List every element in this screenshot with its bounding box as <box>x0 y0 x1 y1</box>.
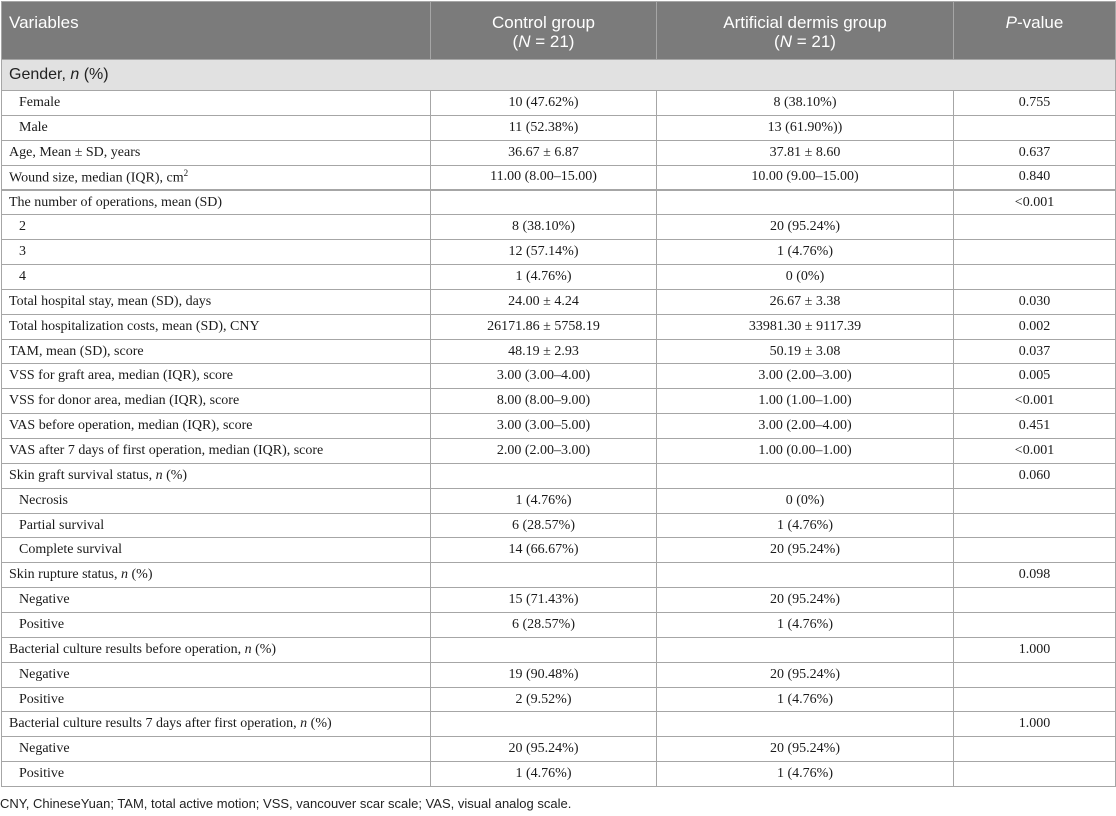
header-artificial-dermis-group: Artificial dermis group (N = 21) <box>657 2 954 60</box>
row-label: VAS before operation, median (IQR), score <box>2 414 431 439</box>
table-row <box>2 165 1116 190</box>
control-value-cell: 8 (38.10%) <box>431 215 657 240</box>
control-value-cell: 10 (47.62%) <box>431 91 657 116</box>
row-label: Positive <box>2 613 431 638</box>
table-row <box>2 389 1116 414</box>
control-value-cell: 14 (66.67%) <box>431 538 657 563</box>
dermis-value-cell: 26.67 ± 3.38 <box>657 289 954 314</box>
row-label: Necrosis <box>2 488 431 513</box>
dermis-value-cell <box>657 190 954 215</box>
control-value-cell: 19 (90.48%) <box>431 662 657 687</box>
table-row <box>2 637 1116 662</box>
p-value-cell: 0.002 <box>954 314 1116 339</box>
dermis-value-cell: 20 (95.24%) <box>657 662 954 687</box>
row-label: Wound size, median (IQR), $cm^2$ <box>2 165 431 190</box>
p-value-cell <box>954 737 1116 762</box>
dermis-value-cell: 20 (95.24%) <box>657 538 954 563</box>
table-row <box>2 265 1116 290</box>
dermis-value-cell: 1 (4.76%) <box>657 613 954 638</box>
dermis-value-cell: 1.00 (1.00–1.00) <box>657 389 954 414</box>
dermis-value-cell: 1 (4.76%) <box>657 240 954 265</box>
control-value-cell: 3.00 (3.00–5.00) <box>431 414 657 439</box>
row-label: Positive <box>2 762 431 787</box>
dermis-value-cell: 1.00 (0.00–1.00) <box>657 439 954 464</box>
table-header <box>2 2 1116 60</box>
table-row <box>2 364 1116 389</box>
control-value-cell: 11.00 (8.00–15.00) <box>431 165 657 190</box>
p-value-cell <box>954 215 1116 240</box>
table-container <box>1 1 1115 787</box>
table-row <box>2 588 1116 613</box>
dermis-value-cell: 0 (0%) <box>657 265 954 290</box>
row-label: Negative <box>2 662 431 687</box>
table-row <box>2 115 1116 140</box>
dermis-value-cell: 50.19 ± 3.08 <box>657 339 954 364</box>
table-row <box>2 662 1116 687</box>
table-row <box>2 414 1116 439</box>
dermis-value-cell: 8 (38.10%) <box>657 91 954 116</box>
p-value-cell: 0.005 <box>954 364 1116 389</box>
p-value-cell: 1.000 <box>954 712 1116 737</box>
row-label: 2 <box>2 215 431 240</box>
table-row <box>2 339 1116 364</box>
table-row <box>2 712 1116 737</box>
table-row <box>2 190 1116 215</box>
row-label: 4 <box>2 265 431 290</box>
p-value-cell: <0.001 <box>954 389 1116 414</box>
row-label: Female <box>2 91 431 116</box>
p-value-cell: 0.840 <box>954 165 1116 190</box>
control-value-cell: 6 (28.57%) <box>431 513 657 538</box>
row-label: Skin rupture status, n (%) <box>2 563 431 588</box>
row-label: Negative <box>2 737 431 762</box>
row-label: Total hospital stay, mean (SD), days <box>2 289 431 314</box>
table-row <box>2 240 1116 265</box>
dermis-value-cell: 10.00 (9.00–15.00) <box>657 165 954 190</box>
dermis-value-cell <box>657 637 954 662</box>
dermis-value-cell <box>657 712 954 737</box>
dermis-value-cell: 1 (4.76%) <box>657 513 954 538</box>
p-value-cell: 0.637 <box>954 140 1116 165</box>
row-label: Partial survival <box>2 513 431 538</box>
dermis-value-cell: 13 (61.90%)) <box>657 115 954 140</box>
dermis-value-cell: 1 (4.76%) <box>657 762 954 787</box>
row-label: Complete survival <box>2 538 431 563</box>
table-row <box>2 538 1116 563</box>
section-label: Gender, n (%) <box>2 60 1116 91</box>
p-value-cell <box>954 240 1116 265</box>
p-value-cell <box>954 538 1116 563</box>
row-label: Age, Mean ± SD, years <box>2 140 431 165</box>
dermis-value-cell: 3.00 (2.00–4.00) <box>657 414 954 439</box>
dermis-value-cell: 1 (4.76%) <box>657 687 954 712</box>
p-value-cell <box>954 613 1116 638</box>
dermis-value-cell: 3.00 (2.00–3.00) <box>657 364 954 389</box>
row-label: VAS after 7 days of first operation, median (IQR), score <box>2 439 431 464</box>
p-value-cell: <0.001 <box>954 439 1116 464</box>
dermis-value-cell: 20 (95.24%) <box>657 737 954 762</box>
p-value-cell <box>954 687 1116 712</box>
control-value-cell: 36.67 ± 6.87 <box>431 140 657 165</box>
p-value-cell: 1.000 <box>954 637 1116 662</box>
dermis-value-cell <box>657 563 954 588</box>
row-label: Negative <box>2 588 431 613</box>
control-value-cell: 1 (4.76%) <box>431 488 657 513</box>
control-value-cell <box>431 463 657 488</box>
table-row <box>2 314 1116 339</box>
section-row-gender <box>2 60 1116 91</box>
table-row <box>2 488 1116 513</box>
p-value-cell <box>954 588 1116 613</box>
p-value-cell: 0.098 <box>954 563 1116 588</box>
control-value-cell <box>431 190 657 215</box>
p-value-cell <box>954 488 1116 513</box>
dermis-value-cell: 37.81 ± 8.60 <box>657 140 954 165</box>
control-value-cell: 2 (9.52%) <box>431 687 657 712</box>
table-row <box>2 613 1116 638</box>
control-value-cell <box>431 637 657 662</box>
table-row <box>2 563 1116 588</box>
p-value-cell: 0.037 <box>954 339 1116 364</box>
dermis-value-cell: 0 (0%) <box>657 488 954 513</box>
control-value-cell: 1 (4.76%) <box>431 265 657 290</box>
table-row <box>2 513 1116 538</box>
row-label: TAM, mean (SD), score <box>2 339 431 364</box>
dermis-value-cell <box>657 463 954 488</box>
p-value-cell: <0.001 <box>954 190 1116 215</box>
table-row <box>2 737 1116 762</box>
table-row <box>2 463 1116 488</box>
control-value-cell: 11 (52.38%) <box>431 115 657 140</box>
dermis-value-cell: 20 (95.24%) <box>657 588 954 613</box>
p-value-cell: 0.030 <box>954 289 1116 314</box>
header-control-group: Control group (N = 21) <box>431 2 657 60</box>
p-value-cell <box>954 115 1116 140</box>
row-label: VSS for graft area, median (IQR), score <box>2 364 431 389</box>
p-value-cell <box>954 762 1116 787</box>
control-value-cell: 48.19 ± 2.93 <box>431 339 657 364</box>
control-value-cell: 6 (28.57%) <box>431 613 657 638</box>
table-row <box>2 215 1116 240</box>
table-row <box>2 140 1116 165</box>
table-row <box>2 91 1116 116</box>
control-value-cell: 1 (4.76%) <box>431 762 657 787</box>
row-label: Total hospitalization costs, mean (SD), CNY <box>2 314 431 339</box>
p-value-cell: 0.451 <box>954 414 1116 439</box>
dermis-value-cell: 33981.30 ± 9117.39 <box>657 314 954 339</box>
row-label: Skin graft survival status, n (%) <box>2 463 431 488</box>
p-value-cell <box>954 265 1116 290</box>
header-p-value: P-value <box>954 2 1116 60</box>
header-variables: Variables <box>2 2 431 60</box>
control-value-cell: 12 (57.14%) <box>431 240 657 265</box>
row-label: The number of operations, mean (SD) <box>2 190 431 215</box>
control-value-cell: 20 (95.24%) <box>431 737 657 762</box>
control-value-cell: 26171.86 ± 5758.19 <box>431 314 657 339</box>
table-row <box>2 439 1116 464</box>
table-body <box>2 60 1116 787</box>
control-value-cell: 24.00 ± 4.24 <box>431 289 657 314</box>
p-value-cell: 0.755 <box>954 91 1116 116</box>
p-value-cell <box>954 513 1116 538</box>
table-row <box>2 289 1116 314</box>
row-label: Positive <box>2 687 431 712</box>
table-row <box>2 762 1116 787</box>
dermis-value-cell: 20 (95.24%) <box>657 215 954 240</box>
row-label: Male <box>2 115 431 140</box>
table-row <box>2 687 1116 712</box>
control-value-cell: 8.00 (8.00–9.00) <box>431 389 657 414</box>
control-value-cell: 2.00 (2.00–3.00) <box>431 439 657 464</box>
row-label: 3 <box>2 240 431 265</box>
control-value-cell: 3.00 (3.00–4.00) <box>431 364 657 389</box>
row-label: Bacterial culture results before operation, n (%) <box>2 637 431 662</box>
row-label: Bacterial culture results 7 days after first operation, n (%) <box>2 712 431 737</box>
control-value-cell: 15 (71.43%) <box>431 588 657 613</box>
comparison-table <box>1 1 1116 787</box>
control-value-cell <box>431 712 657 737</box>
control-value-cell <box>431 563 657 588</box>
row-label: VSS for donor area, median (IQR), score <box>2 389 431 414</box>
p-value-cell <box>954 662 1116 687</box>
table-footnote: CNY, ChineseYuan; TAM, total active motion; VSS, vancouver scar scale; VAS, visual analog scale. <box>0 796 572 811</box>
p-value-cell: 0.060 <box>954 463 1116 488</box>
